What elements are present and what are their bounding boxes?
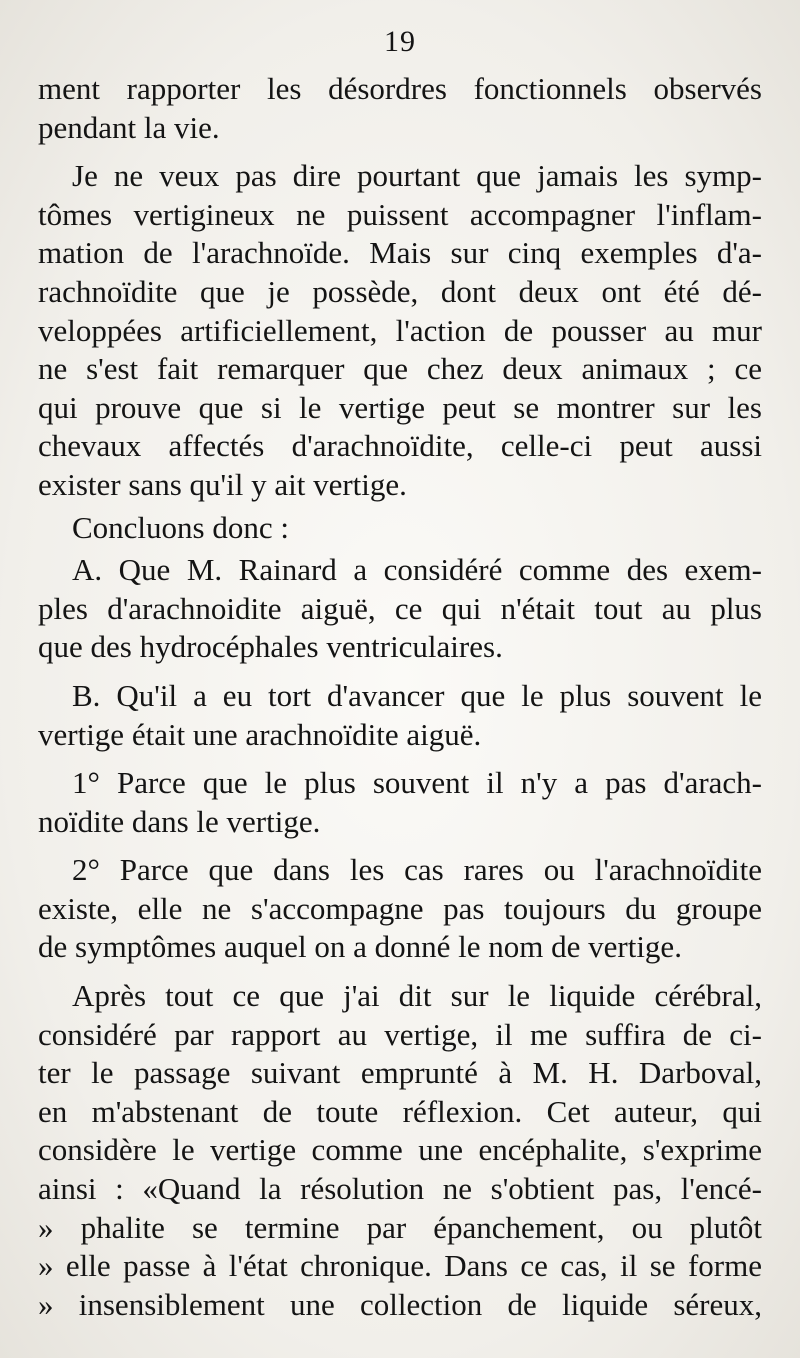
- paragraph-1: [38, 70, 762, 147]
- paragraph-6: [38, 764, 762, 841]
- text-line: considéré par rapport au vertige, il me suffira de ci-: [38, 1016, 762, 1052]
- text-line: 1° Parce que le plus souvent il n'y a pas d'arach-: [72, 765, 762, 801]
- text-line: vertige était une arachnoïdite aiguë.: [38, 716, 482, 752]
- text-line: noïdite dans le vertige.: [38, 803, 321, 839]
- text-line: » insensiblement une collection de liquide séreux,: [38, 1286, 762, 1322]
- text-line: veloppées artificiellement, l'action de pousser au mur: [38, 312, 762, 348]
- paragraph-2: [38, 157, 762, 504]
- paragraph-8: [38, 977, 762, 1324]
- text-line: chevaux affectés d'arachnoïdite, celle-ci peut aussi: [38, 428, 762, 464]
- text-line: Concluons donc :: [72, 509, 289, 545]
- text-line: ainsi : «Quand la résolution ne s'obtient pas, l'encé-: [38, 1171, 762, 1207]
- text-line: ne s'est fait remarquer que chez deux animaux ; ce: [38, 351, 762, 387]
- text-line: ment rapporter les désordres fonctionnels observés: [38, 71, 762, 106]
- body-text: [38, 70, 762, 1324]
- text-line: Après tout ce que j'ai dit sur le liquide cérébral,: [72, 978, 762, 1014]
- text-line: en m'abstenant de toute réflexion. Cet auteur, qui: [38, 1093, 762, 1129]
- text-line: 2° Parce que dans les cas rares ou l'arachnoïdite: [72, 852, 762, 888]
- text-line: rachnoïdite que je possède, dont deux ont été dé-: [38, 273, 762, 309]
- text-line: exister sans qu'il y ait vertige.: [38, 466, 407, 502]
- text-line: existe, elle ne s'accompagne pas toujours du groupe: [38, 890, 762, 926]
- text-line: ples d'arachnoidite aiguë, ce qui n'était tout au plus: [38, 590, 762, 626]
- text-line: B. Qu'il a eu tort d'avancer que le plus souvent le: [72, 677, 762, 713]
- text-line: considère le vertige comme une encéphalite, s'exprime: [38, 1132, 762, 1168]
- paragraph-5: [38, 677, 762, 754]
- text-line: » phalite se termine par épanchement, ou plutôt: [38, 1209, 762, 1245]
- text-line: ter le passage suivant emprunté à M. H. Darboval,: [38, 1055, 762, 1091]
- paragraph-4: [38, 551, 762, 667]
- page-number: 19: [384, 25, 416, 58]
- text-line: A. Que M. Rainard a considéré comme des exem-: [72, 552, 762, 588]
- paragraph-3: [38, 509, 762, 548]
- text-line: de symptômes auquel on a donné le nom de vertige.: [38, 929, 682, 965]
- text-line: qui prouve que si le vertige peut se montrer sur les: [38, 389, 762, 425]
- text-line: que des hydrocéphales ventriculaires.: [38, 629, 503, 665]
- text-line: » elle passe à l'état chronique. Dans ce cas, il se forme: [38, 1248, 762, 1284]
- text-line: mation de l'arachnoïde. Mais sur cinq exemples d'a-: [38, 235, 762, 271]
- text-line: pendant la vie.: [38, 109, 220, 145]
- text-line: tômes vertigineux ne puissent accompagner l'inflam-: [38, 196, 762, 232]
- text-line: Je ne veux pas dire pourtant que jamais les symp-: [72, 158, 762, 194]
- paragraph-7: [38, 851, 762, 967]
